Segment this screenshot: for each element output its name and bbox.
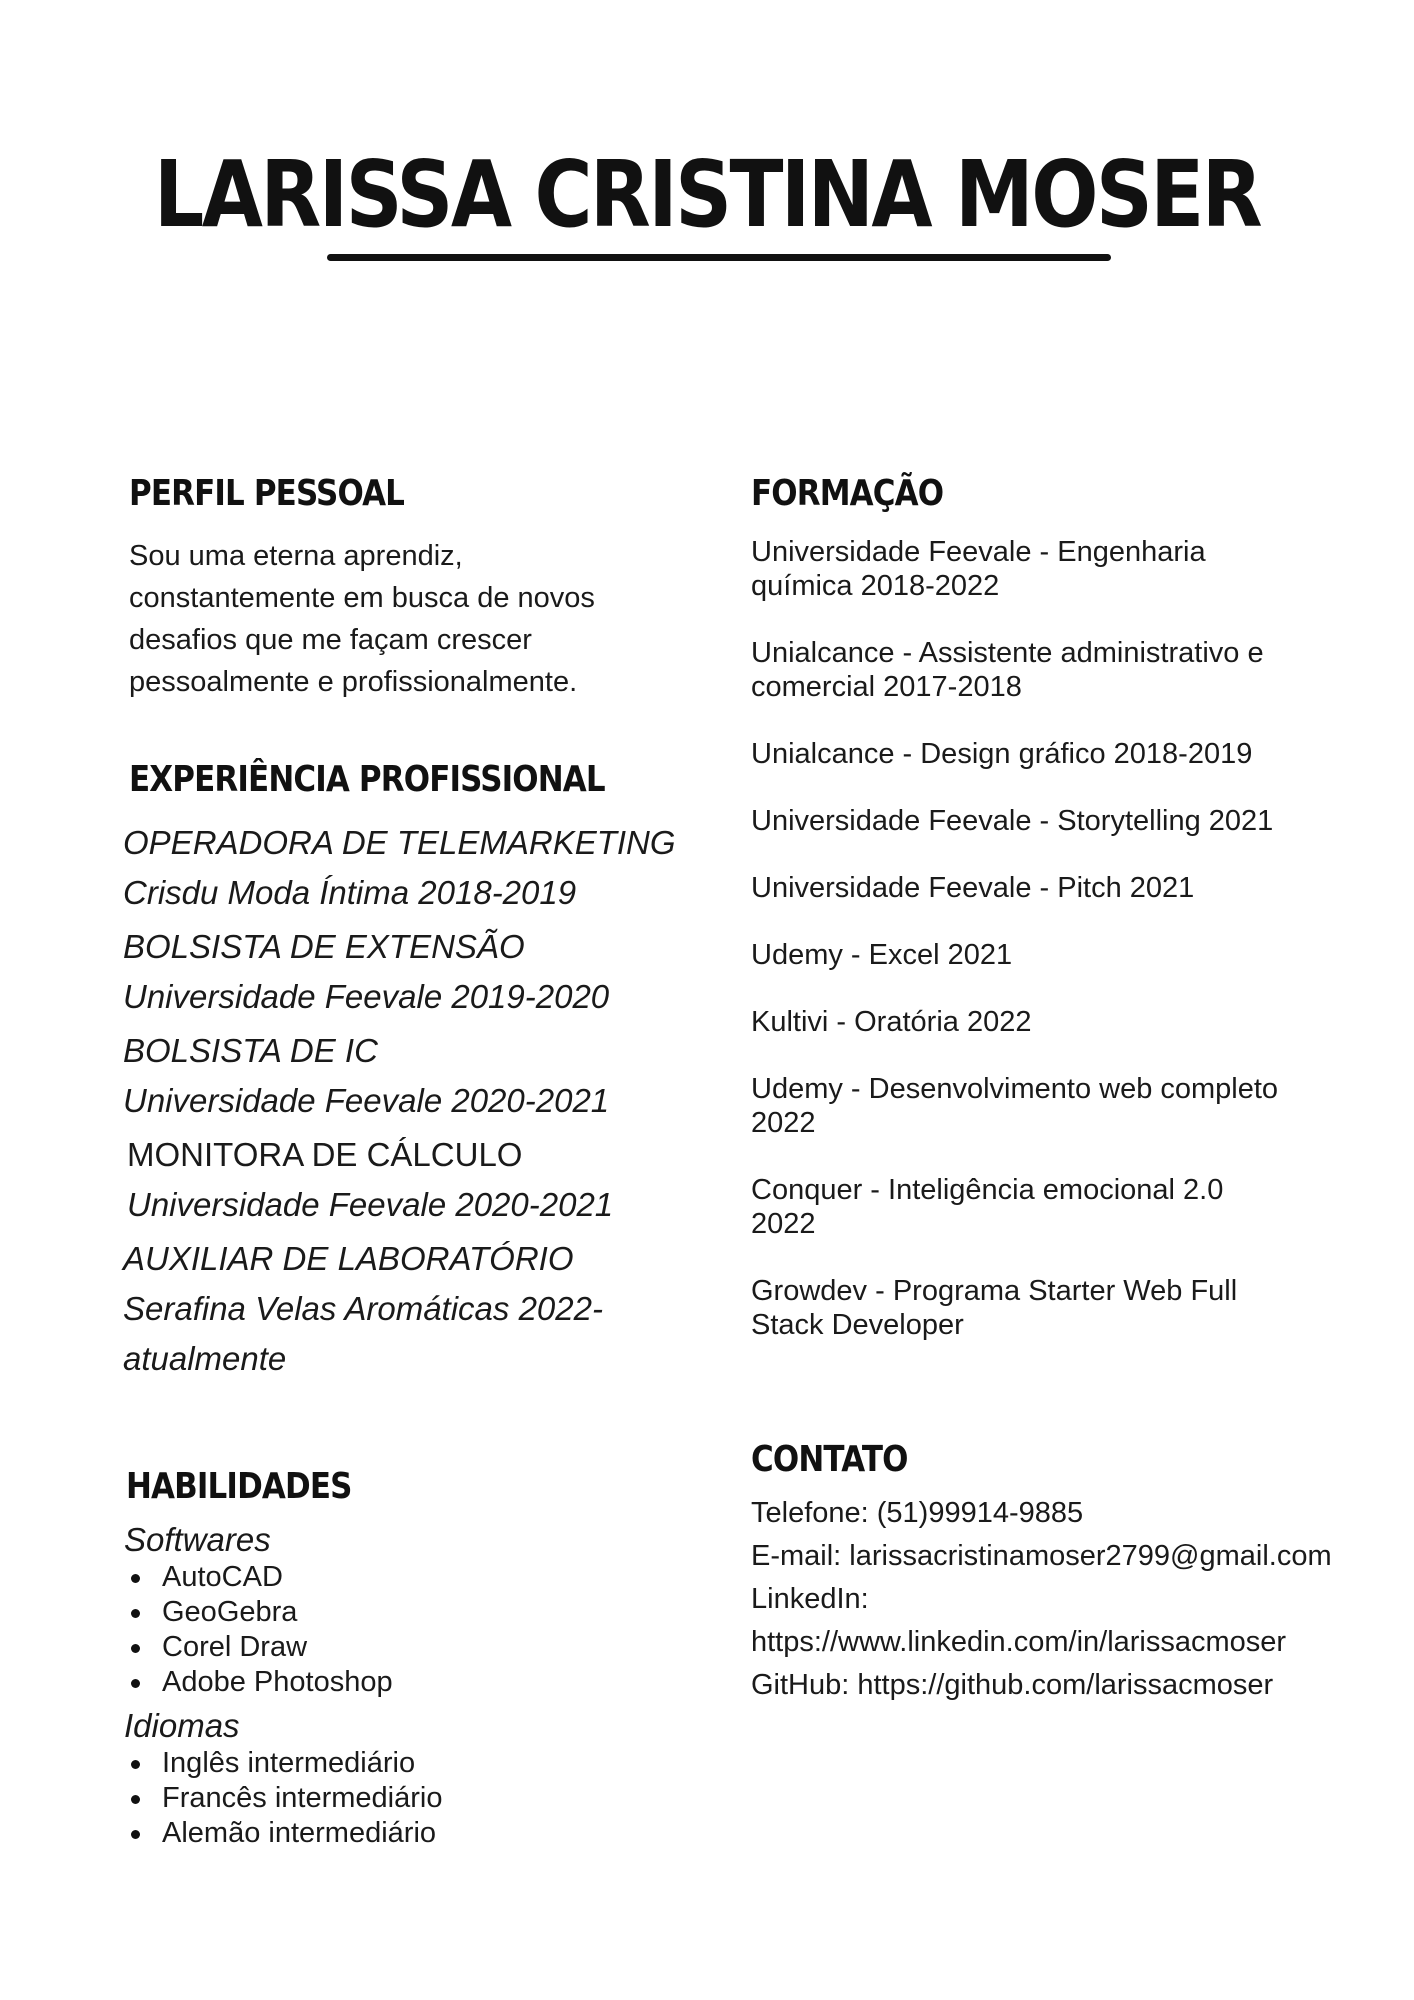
education-item bbox=[751, 737, 1351, 771]
experience-role: BOLSISTA DE EXTENSÃO bbox=[123, 928, 525, 965]
name-underline bbox=[327, 254, 1111, 261]
education-line: Udemy - Excel 2021 bbox=[751, 939, 1013, 971]
languages-label: Idiomas bbox=[124, 1707, 240, 1744]
contact-section bbox=[751, 1492, 1391, 1707]
profile-line: desafios que me façam crescer bbox=[129, 624, 532, 656]
education-line: Udemy - Desenvolvimento web completo bbox=[751, 1073, 1279, 1105]
contact-phone: Telefone: (51)99914-9885 bbox=[751, 1497, 1084, 1529]
skills-heading: HABILIDADES bbox=[126, 1466, 352, 1507]
experience-role: MONITORA DE CÁLCULO bbox=[127, 1136, 523, 1173]
experience-role: BOLSISTA DE IC bbox=[123, 1032, 378, 1069]
education-item bbox=[751, 871, 1351, 905]
education-item bbox=[751, 938, 1351, 972]
education-line: Stack Developer bbox=[751, 1309, 964, 1341]
experience-item bbox=[123, 1130, 723, 1230]
experience-heading: EXPERIÊNCIA PROFISSIONAL bbox=[129, 759, 605, 800]
education-line: Universidade Feevale - Storytelling 2021 bbox=[751, 805, 1274, 837]
education-line: 2022 bbox=[751, 1107, 816, 1139]
education-item bbox=[751, 1274, 1351, 1342]
contact-email: E-mail: larissacristinamoser2799@gmail.com bbox=[751, 1540, 1332, 1572]
skills-section bbox=[124, 1520, 684, 1857]
education-line: Universidade Feevale - Engenharia bbox=[751, 536, 1206, 568]
education-item bbox=[751, 636, 1351, 704]
software-label: Softwares bbox=[124, 1521, 271, 1558]
list-item: AutoCAD bbox=[124, 1560, 684, 1595]
education-line: Kultivi - Oratória 2022 bbox=[751, 1006, 1032, 1038]
profile-line: pessoalmente e profissionalmente. bbox=[129, 666, 578, 698]
experience-detail: Serafina Velas Aromáticas 2022- bbox=[123, 1290, 603, 1327]
contact-linkedin-url: https://www.linkedin.com/in/larissacmoser bbox=[751, 1626, 1287, 1658]
education-line: Universidade Feevale - Pitch 2021 bbox=[751, 872, 1195, 904]
experience-detail: Crisdu Moda Íntima 2018-2019 bbox=[123, 874, 577, 911]
experience-detail: Universidade Feevale 2019-2020 bbox=[123, 978, 610, 1015]
languages-list bbox=[124, 1746, 684, 1851]
education-line: 2022 bbox=[751, 1208, 816, 1240]
experience-detail: Universidade Feevale 2020-2021 bbox=[123, 1082, 610, 1119]
contact-github: GitHub: https://github.com/larissacmoser bbox=[751, 1669, 1274, 1701]
education-line: Conquer - Inteligência emocional 2.0 bbox=[751, 1174, 1224, 1206]
list-item: Francês intermediário bbox=[124, 1781, 684, 1816]
experience-detail: Universidade Feevale 2020-2021 bbox=[127, 1186, 614, 1223]
experience-role: AUXILIAR DE LABORATÓRIO bbox=[123, 1240, 574, 1277]
list-item: Adobe Photoshop bbox=[124, 1665, 684, 1700]
experience-item bbox=[123, 922, 723, 1022]
experience-item bbox=[123, 1234, 723, 1384]
contact-linkedin-label: LinkedIn: bbox=[751, 1583, 869, 1615]
list-item: GeoGebra bbox=[124, 1595, 684, 1630]
experience-list bbox=[123, 818, 723, 1388]
list-item: Inglês intermediário bbox=[124, 1746, 684, 1781]
education-line: comercial 2017-2018 bbox=[751, 671, 1022, 703]
profile-heading: PERFIL PESSOAL bbox=[129, 473, 405, 514]
education-line: Unialcance - Design gráfico 2018-2019 bbox=[751, 738, 1253, 770]
experience-item bbox=[123, 1026, 723, 1126]
experience-role: OPERADORA DE TELEMARKETING bbox=[123, 824, 676, 861]
education-list bbox=[751, 535, 1351, 1375]
list-item: Corel Draw bbox=[124, 1630, 684, 1665]
education-line: Unialcance - Assistente administrativo e bbox=[751, 637, 1264, 669]
profile-line: Sou uma eterna aprendiz, bbox=[129, 540, 463, 572]
education-item bbox=[751, 804, 1351, 838]
experience-item bbox=[123, 818, 723, 918]
education-item bbox=[751, 1005, 1351, 1039]
experience-detail-continued: atualmente bbox=[123, 1340, 287, 1377]
education-item bbox=[751, 1072, 1351, 1140]
profile-line: constantemente em busca de novos bbox=[129, 582, 595, 614]
contact-heading: CONTATO bbox=[751, 1439, 908, 1480]
education-line: Growdev - Programa Starter Web Full bbox=[751, 1275, 1238, 1307]
profile-text bbox=[129, 535, 689, 703]
education-item bbox=[751, 1173, 1351, 1241]
education-line: química 2018-2022 bbox=[751, 570, 1000, 602]
education-item bbox=[751, 535, 1351, 603]
list-item: Alemão intermediário bbox=[124, 1816, 684, 1851]
software-list bbox=[124, 1560, 684, 1700]
education-heading: FORMAÇÃO bbox=[751, 473, 944, 514]
resume-name: LARISSA CRISTINA MOSER bbox=[153, 141, 1261, 248]
